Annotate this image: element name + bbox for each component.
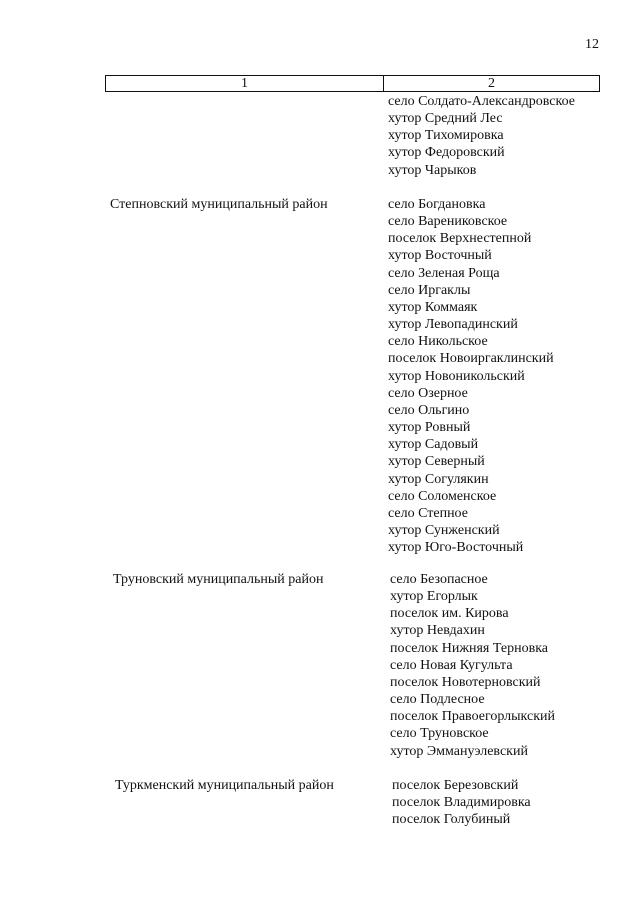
table-header [105,75,600,92]
settlement-item: село Степное [388,505,468,521]
settlement-item: село Никольское [388,334,488,350]
settlement-item: поселок Голубиный [392,812,511,828]
column-header-2: 2 [384,76,600,92]
settlement-item: хутор Садовый [388,437,479,453]
settlement-item: село Новая Кугульта [390,657,513,673]
settlement-item: хутор Средний Лес [388,111,503,127]
page-number: 12 [585,37,599,52]
settlement-item: хутор Тихомировка [388,128,504,144]
settlement-item: село Подлесное [390,692,485,708]
settlement-item: хутор Юго-Восточный [388,540,524,556]
settlement-item: хутор Егорлык [390,589,478,605]
settlement-item: село Соломенское [388,488,497,504]
settlement-item: хутор Новоникольский [388,368,525,384]
settlement-item: хутор Федоровский [388,145,505,161]
settlement-item: поселок Правоегорлыкский [390,709,556,725]
settlement-list-stepnovsky [388,196,554,556]
district-name-turkmensky: Туркменский муниципальный район [115,778,334,793]
settlement-item: село Озерное [388,385,468,401]
settlement-item: хутор Ровный [388,420,471,436]
settlement-item: село Богдановка [388,197,486,212]
settlement-item: поселок Новоиргаклинский [388,351,554,367]
settlement-item: хутор Коммаяк [388,299,478,315]
settlement-item: село Иргаклы [388,282,471,298]
column-header-1: 1 [106,76,384,92]
settlement-item: хутор Согулякин [388,471,489,487]
settlement-item: хутор Левопадинский [388,317,518,333]
settlement-list-trunovsky [390,571,555,760]
settlement-item: хутор Сунженский [388,522,500,538]
settlement-item: поселок Новотерновский [390,674,541,690]
settlement-item: хутор Чарыков [388,162,477,178]
settlement-item: хутор Невдахин [390,623,485,639]
continuation-settlement-list [388,93,575,179]
settlement-item: поселок Верхнестепной [388,231,532,247]
settlement-list-turkmensky [392,777,531,828]
settlement-item: село Труновское [390,726,489,742]
settlement-item: поселок Владимировка [392,795,531,811]
settlement-item: хутор Северный [388,454,485,470]
settlement-item: село Варениковское [388,214,508,230]
settlement-item: село Безопасное [390,572,488,587]
district-name-trunovsky: Труновский муниципальный район [113,572,324,587]
settlement-item: поселок Березовский [392,778,519,793]
settlement-item: село Солдато-Александровское [388,94,575,109]
settlement-item: село Зеленая Роща [388,265,500,281]
settlement-item: поселок Нижняя Терновка [390,640,549,656]
settlement-item: село Ольгино [388,402,470,418]
settlement-item: поселок им. Кирова [390,606,509,622]
settlement-item: хутор Восточный [388,248,492,264]
district-name-stepnovsky: Степновский муниципальный район [110,197,328,212]
settlement-item: хутор Эммануэлевский [390,743,528,759]
